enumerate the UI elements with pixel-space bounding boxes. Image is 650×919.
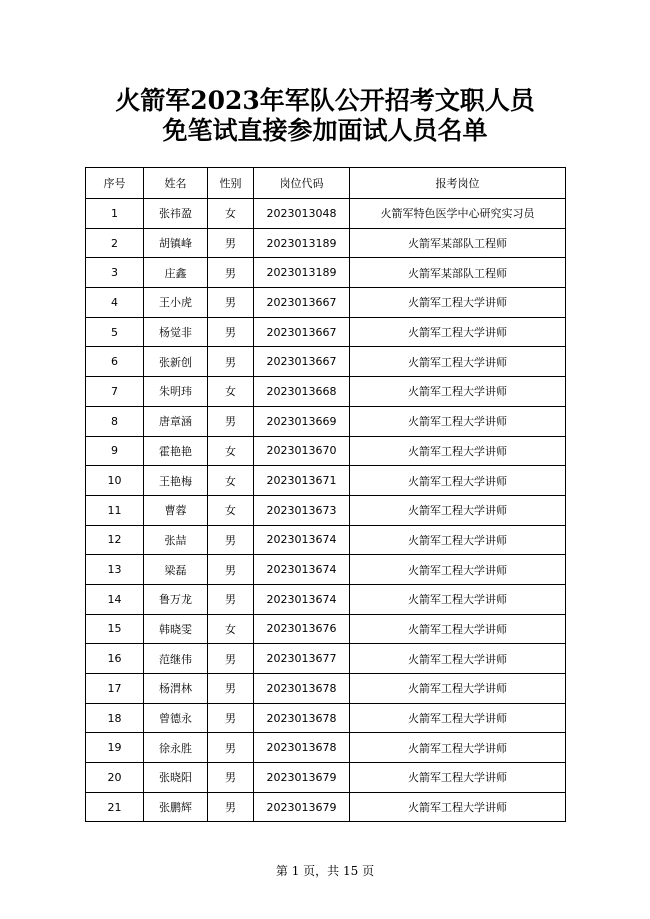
header-post-code: 岗位代码 <box>254 168 350 199</box>
post-code-cell: 2023013671 <box>254 466 350 496</box>
post-cell: 火箭军工程大学讲师 <box>350 733 566 763</box>
seq-cell: 3 <box>86 258 144 288</box>
post-cell: 火箭军工程大学讲师 <box>350 792 566 822</box>
seq-cell: 11 <box>86 495 144 525</box>
table-row <box>86 614 566 644</box>
table-row <box>86 228 566 258</box>
post-cell: 火箭军工程大学讲师 <box>350 436 566 466</box>
gender-cell: 男 <box>208 347 254 377</box>
seq-cell: 5 <box>86 317 144 347</box>
gender-cell: 男 <box>208 228 254 258</box>
post-cell: 火箭军工程大学讲师 <box>350 525 566 555</box>
seq-cell: 6 <box>86 347 144 377</box>
post-code-cell: 2023013676 <box>254 614 350 644</box>
gender-cell: 女 <box>208 436 254 466</box>
post-cell: 火箭军工程大学讲师 <box>350 406 566 436</box>
gender-cell: 男 <box>208 317 254 347</box>
post-code-cell: 2023013189 <box>254 258 350 288</box>
table-row <box>86 525 566 555</box>
gender-cell: 男 <box>208 258 254 288</box>
post-code-cell: 2023013667 <box>254 288 350 318</box>
seq-cell: 19 <box>86 733 144 763</box>
name-cell: 徐永胜 <box>144 733 208 763</box>
post-cell: 火箭军工程大学讲师 <box>350 377 566 407</box>
gender-cell: 男 <box>208 525 254 555</box>
post-cell: 火箭军工程大学讲师 <box>350 584 566 614</box>
gender-cell: 男 <box>208 792 254 822</box>
gender-cell: 女 <box>208 614 254 644</box>
post-cell: 火箭军工程大学讲师 <box>350 674 566 704</box>
gender-cell: 男 <box>208 733 254 763</box>
table-row <box>86 792 566 822</box>
table-row <box>86 436 566 466</box>
post-cell: 火箭军工程大学讲师 <box>350 555 566 585</box>
table-row <box>86 466 566 496</box>
post-cell: 火箭军特色医学中心研究实习员 <box>350 199 566 229</box>
post-cell: 火箭军工程大学讲师 <box>350 317 566 347</box>
post-cell: 火箭军工程大学讲师 <box>350 495 566 525</box>
table-row <box>86 733 566 763</box>
name-cell: 霍艳艳 <box>144 436 208 466</box>
gender-cell: 女 <box>208 495 254 525</box>
gender-cell: 男 <box>208 288 254 318</box>
seq-cell: 18 <box>86 703 144 733</box>
table-row <box>86 347 566 377</box>
seq-cell: 8 <box>86 406 144 436</box>
table-row <box>86 703 566 733</box>
post-cell: 火箭军工程大学讲师 <box>350 614 566 644</box>
name-cell: 王小虎 <box>144 288 208 318</box>
table-row <box>86 406 566 436</box>
page-footer: 第 1 页，共 15 页 <box>275 864 375 878</box>
post-cell: 火箭军某部队工程师 <box>350 228 566 258</box>
post-cell: 火箭军工程大学讲师 <box>350 288 566 318</box>
gender-cell: 男 <box>208 644 254 674</box>
table-row <box>86 377 566 407</box>
post-code-cell: 2023013678 <box>254 733 350 763</box>
table-row <box>86 258 566 288</box>
name-cell: 鲁万龙 <box>144 584 208 614</box>
seq-cell: 9 <box>86 436 144 466</box>
header-seq: 序号 <box>86 168 144 199</box>
name-cell: 唐章涵 <box>144 406 208 436</box>
name-cell: 范继伟 <box>144 644 208 674</box>
seq-cell: 7 <box>86 377 144 407</box>
gender-cell: 女 <box>208 377 254 407</box>
post-code-cell: 2023013189 <box>254 228 350 258</box>
header-post: 报考岗位 <box>350 168 566 199</box>
name-cell: 曹蓉 <box>144 495 208 525</box>
post-cell: 火箭军工程大学讲师 <box>350 763 566 793</box>
gender-cell: 男 <box>208 703 254 733</box>
gender-cell: 男 <box>208 555 254 585</box>
name-cell: 朱明玮 <box>144 377 208 407</box>
name-cell: 胡镇峰 <box>144 228 208 258</box>
name-cell: 庄鑫 <box>144 258 208 288</box>
seq-cell: 16 <box>86 644 144 674</box>
post-cell: 火箭军某部队工程师 <box>350 258 566 288</box>
post-cell: 火箭军工程大学讲师 <box>350 347 566 377</box>
post-code-cell: 2023013670 <box>254 436 350 466</box>
gender-cell: 女 <box>208 466 254 496</box>
seq-cell: 2 <box>86 228 144 258</box>
document-title-line-2: 免笔试直接参加面试人员名单 <box>162 116 488 145</box>
seq-cell: 15 <box>86 614 144 644</box>
table-row <box>86 317 566 347</box>
gender-cell: 男 <box>208 674 254 704</box>
gender-cell: 女 <box>208 199 254 229</box>
post-cell: 火箭军工程大学讲师 <box>350 644 566 674</box>
seq-cell: 13 <box>86 555 144 585</box>
table-row <box>86 584 566 614</box>
table-row <box>86 495 566 525</box>
post-code-cell: 2023013678 <box>254 703 350 733</box>
table-row <box>86 555 566 585</box>
gender-cell: 男 <box>208 406 254 436</box>
name-cell: 张鹏辉 <box>144 792 208 822</box>
post-code-cell: 2023013674 <box>254 555 350 585</box>
table-body <box>86 199 566 822</box>
post-code-cell: 2023013667 <box>254 347 350 377</box>
seq-cell: 17 <box>86 674 144 704</box>
name-cell: 张晓阳 <box>144 763 208 793</box>
seq-cell: 4 <box>86 288 144 318</box>
name-cell: 韩晓雯 <box>144 614 208 644</box>
gender-cell: 男 <box>208 763 254 793</box>
post-code-cell: 2023013679 <box>254 792 350 822</box>
post-cell: 火箭军工程大学讲师 <box>350 703 566 733</box>
post-code-cell: 2023013669 <box>254 406 350 436</box>
seq-cell: 21 <box>86 792 144 822</box>
name-cell: 杨觉非 <box>144 317 208 347</box>
name-cell: 张祎盈 <box>144 199 208 229</box>
post-code-cell: 2023013673 <box>254 495 350 525</box>
post-code-cell: 2023013667 <box>254 317 350 347</box>
table-row <box>86 288 566 318</box>
name-cell: 王艳梅 <box>144 466 208 496</box>
post-cell: 火箭军工程大学讲师 <box>350 466 566 496</box>
name-cell: 梁磊 <box>144 555 208 585</box>
header-name: 姓名 <box>144 168 208 199</box>
post-code-cell: 2023013677 <box>254 644 350 674</box>
table-row <box>86 763 566 793</box>
post-code-cell: 2023013674 <box>254 584 350 614</box>
gender-cell: 男 <box>208 584 254 614</box>
name-cell: 曾德永 <box>144 703 208 733</box>
seq-cell: 14 <box>86 584 144 614</box>
seq-cell: 12 <box>86 525 144 555</box>
post-code-cell: 2023013679 <box>254 763 350 793</box>
name-cell: 杨渭林 <box>144 674 208 704</box>
seq-cell: 10 <box>86 466 144 496</box>
post-code-cell: 2023013678 <box>254 674 350 704</box>
name-cell: 张新创 <box>144 347 208 377</box>
table-row <box>86 199 566 229</box>
candidate-table <box>85 167 566 822</box>
table-row <box>86 674 566 704</box>
table-header-row <box>86 168 566 199</box>
name-cell: 张喆 <box>144 525 208 555</box>
document-title-line-1: 火箭军2023年军队公开招考文职人员 <box>115 86 535 115</box>
post-code-cell: 2023013674 <box>254 525 350 555</box>
header-gender: 性别 <box>208 168 254 199</box>
seq-cell: 1 <box>86 199 144 229</box>
table-row <box>86 644 566 674</box>
seq-cell: 20 <box>86 763 144 793</box>
post-code-cell: 2023013668 <box>254 377 350 407</box>
post-code-cell: 2023013048 <box>254 199 350 229</box>
